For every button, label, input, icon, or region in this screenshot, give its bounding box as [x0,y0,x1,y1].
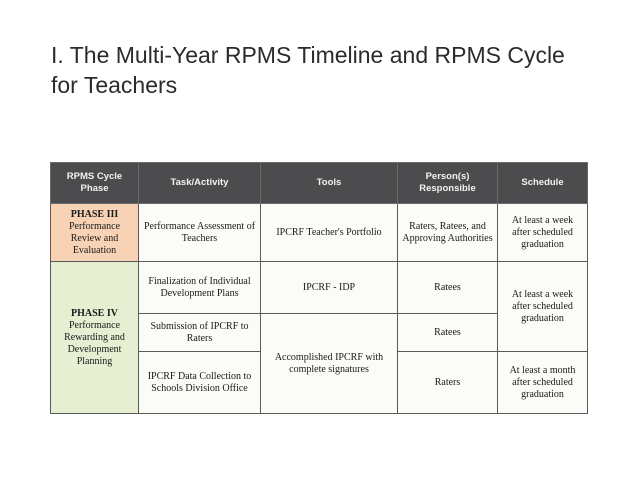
rpms-table [50,162,587,414]
header-persons: Person(s) Responsible [398,163,498,204]
header-schedule: Schedule [498,163,588,204]
header-task: Task/Activity [139,163,261,204]
phase4-tools-2: Accomplished IPCRF with complete signatures [261,314,398,414]
phase4-desc: Performance Rewarding and Development Planning [64,319,125,367]
phase4-tools-1: IPCRF - IDP [261,262,398,314]
phase4-task-3: IPCRF Data Collection to Schools Division Office [139,352,261,414]
phase4-task-1: Finalization of Individual Development Plans [139,262,261,314]
phase4-schedule-3: At least a month after scheduled graduation [498,352,588,414]
slide-title: I. The Multi-Year RPMS Timeline and RPMS Cycle for Teachers [51,42,565,98]
phase4-persons-1: Ratees [398,262,498,314]
phase3-task: Performance Assessment of Teachers [139,204,261,262]
phase3-persons: Raters, Ratees, and Approving Authorities [398,204,498,262]
phase4-cell [51,262,139,414]
phase4-schedule-1: At least a week after scheduled graduation [498,262,588,352]
phase3-tools: IPCRF Teacher's Portfolio [261,204,398,262]
table-row [51,204,588,262]
header-phase: RPMS Cycle Phase [51,163,139,204]
header-tools: Tools [261,163,398,204]
phase4-name: PHASE IV [71,307,118,319]
table-row [51,262,588,314]
phase3-schedule: At least a week after scheduled graduation [498,204,588,262]
phase4-task-2: Submission of IPCRF to Raters [139,314,261,352]
phase4-persons-3: Raters [398,352,498,414]
table-header-row [51,163,588,204]
phase3-desc: Performance Review and Evaluation [68,220,121,256]
phase3-cell [51,204,139,262]
phase3-name: PHASE III [70,208,119,220]
phase4-persons-2: Ratees [398,314,498,352]
